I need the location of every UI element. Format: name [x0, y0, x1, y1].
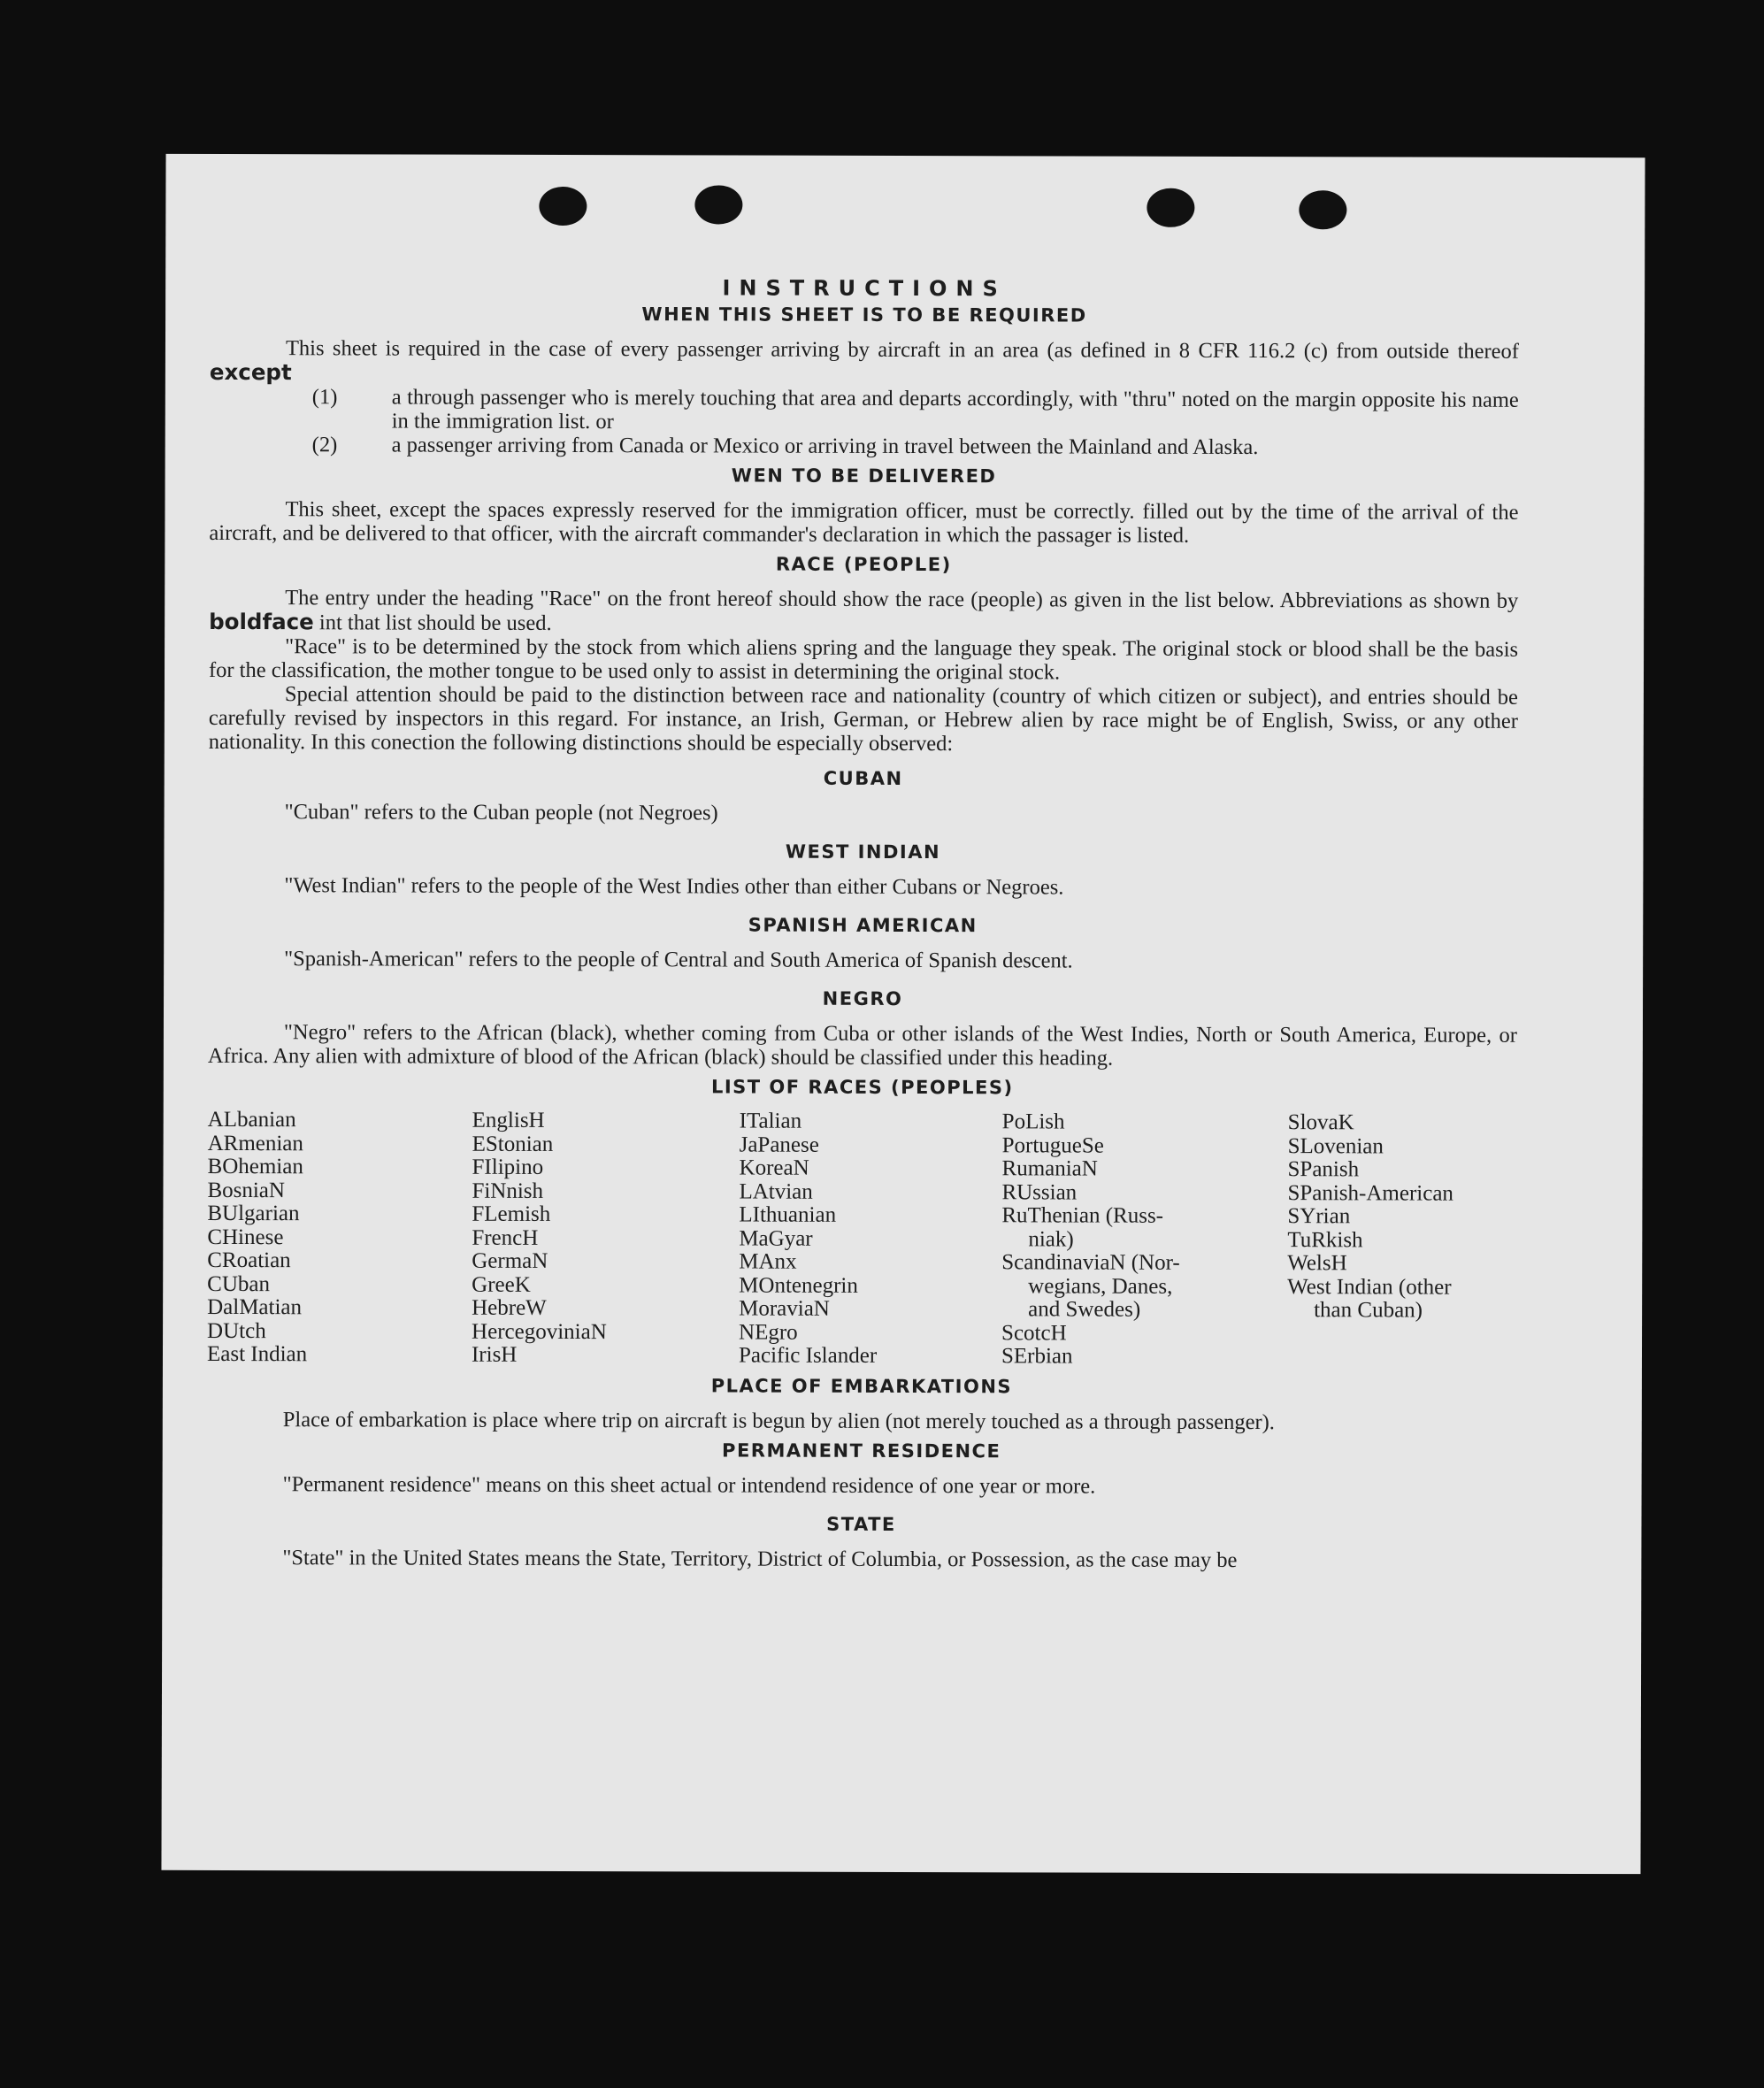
list-item: WelsH [1287, 1251, 1347, 1276]
list-item: HebreW [472, 1295, 547, 1320]
heading-west-indian: WEST INDIAN [785, 841, 941, 864]
list-item: CUban [207, 1271, 271, 1296]
list-item: (1) a through passenger who is merely touching that area and departs accordingly, with "thru" noted on the margin opposite his name in the immigration list. or [311, 385, 1519, 434]
list-item: RumaniaN [1001, 1156, 1098, 1181]
list-item: SlovaK [1287, 1110, 1354, 1135]
list-item: RUssian [1001, 1179, 1078, 1205]
list-item: BosniaN [207, 1178, 286, 1202]
list-item: DUtch [207, 1318, 266, 1343]
except-bold: except [209, 358, 292, 386]
spanish-american-text: "Spanish-American" refers to the people of Central and South America of Spanish descent. [284, 947, 1073, 973]
heading-required: WHEN THIS SHEET IS TO BE REQUIRED [641, 303, 1087, 326]
list-item: MOntenegrin [739, 1273, 858, 1298]
list-item: RuThenian (Russ- [1001, 1203, 1164, 1228]
negro-text: "Negro" refers to the African (black), whether coming from Cuba or other islands of the West Indies, North or South America, Europe, or Africa. Any alien with admixture of blood of the African (black) should be classified under this heading. [207, 1020, 1517, 1071]
races-column [739, 1110, 1002, 1369]
races-column [207, 1109, 472, 1367]
delivered-text: This sheet, except the spaces expressly reserved for the immigration officer, must be correctly. filled out by the time of the arrival of the aircraft, and be delivered to that officer, with the aircraft commander's declaration in which the passager is listed. [209, 497, 1519, 548]
instructions-content [206, 274, 1519, 1572]
heading-races-list: LIST OF RACES (PEOPLES) [710, 1076, 1014, 1099]
punch-hole [694, 185, 742, 224]
list-item: and Swedes) [1028, 1297, 1141, 1322]
list-item: FiNnish [472, 1178, 544, 1203]
document-sheet [161, 154, 1645, 1874]
state-text: "State" in the United States means the State, Territory, District of Columbia, or Possession, as the case may be [282, 1545, 1238, 1572]
race-paragraph: Special attention should be paid to the distinction between race and nationality (country of which citizen or subject), and entries should be carefully revised by inspectors in this regard. For instance, an Irish, German, or Hebrew alien by race might be of English, Swiss, or any other nationality. In this conection the following distinctions should be especially observed: [208, 682, 1518, 756]
list-item: LIthuanian [739, 1202, 837, 1227]
required-intro: This sheet is required in the case of every passenger arriving by aircraft in an area (as defined in 8 CFR 116.2 (c) from outside thereof except [209, 336, 1519, 386]
list-item: SPanish-American [1287, 1180, 1453, 1206]
list-item: niak) [1028, 1226, 1074, 1252]
boldface-bold: boldface [209, 608, 314, 635]
list-item: LAtvian [739, 1179, 813, 1204]
exceptions-list [210, 385, 1519, 460]
list-item: ScotcH [1001, 1320, 1067, 1345]
races-column [472, 1109, 740, 1368]
race-paragraph: "Race" is to be determined by the stock from which aliens spring and the language they speak. The original stock or blood shall be the basis for the classification, the mother tongue to be used only to assist in determining the original stock. [208, 634, 1519, 685]
list-item: KoreaN [739, 1155, 809, 1180]
list-item: Pacific Islander [738, 1343, 878, 1368]
heading-residence: PERMANENT RESIDENCE [722, 1439, 1001, 1462]
list-item: GermaN [472, 1248, 548, 1273]
list-item: ALbanian [207, 1107, 296, 1132]
list-item: PortugueSe [1001, 1132, 1104, 1158]
race-paragraph: The entry under the heading "Race" on the front hereof should show the race (people) as given in the list below. Abbreviations as shown by boldface int that list should be used. [209, 586, 1519, 635]
list-item: BOhemian [207, 1154, 303, 1179]
list-item: SYrian [1287, 1204, 1351, 1229]
list-item: NEgro [739, 1320, 798, 1345]
list-item: FIlipino [472, 1155, 544, 1179]
heading-embarkation: PLACE OF EMBARKATIONS [710, 1374, 1013, 1397]
punch-hole [1299, 190, 1346, 229]
races-column [1001, 1110, 1288, 1369]
list-item: TuRkish [1287, 1227, 1363, 1252]
heading-spanish-american: SPANISH AMERICAN [748, 914, 978, 937]
list-item: wegians, Danes, [1028, 1273, 1173, 1299]
residence-text: "Permanent residence" means on this sheet actual or intendend residence of one year or more. [282, 1471, 1096, 1499]
list-item: ScandinaviaN (Nor- [1001, 1250, 1180, 1275]
list-item: (2) a passenger arriving from Canada or Mexico or arriving in travel between the Mainland and Alaska. [311, 433, 1259, 460]
races-column [1287, 1111, 1517, 1370]
embarkation-text: Place of embarkation is place where trip on aircraft is begun by alien (not merely touched as a through passenger). [282, 1407, 1275, 1434]
list-item: ARmenian [207, 1131, 303, 1155]
list-item: SLovenian [1287, 1133, 1384, 1158]
punch-hole [1147, 188, 1194, 227]
list-item: DalMatian [207, 1294, 303, 1320]
list-item: West Indian (other [1287, 1274, 1452, 1300]
list-item: CHinese [207, 1224, 284, 1249]
list-item: HercegoviniaN [472, 1319, 607, 1344]
races-table [207, 1109, 1517, 1370]
heading-delivered: WEN TO BE DELIVERED [731, 464, 997, 487]
cuban-text: "Cuban" refers to the Cuban people (not Negroes) [284, 800, 718, 825]
list-item: EStonian [472, 1132, 554, 1156]
list-item: MaGyar [739, 1226, 813, 1251]
list-item: GreeK [472, 1272, 531, 1297]
list-item: MoraviaN [739, 1296, 830, 1321]
list-item: CRoatian [207, 1247, 291, 1273]
list-item: SPanish [1287, 1157, 1360, 1182]
list-item: PoLish [1001, 1109, 1065, 1134]
heading-state: STATE [826, 1513, 896, 1535]
list-item: MAnx [739, 1249, 797, 1274]
list-item: JaPanese [739, 1132, 819, 1157]
list-item: than Cuban) [1314, 1298, 1423, 1323]
punch-hole [539, 187, 587, 226]
west-indian-text: "West Indian" refers to the people of the West Indies other than either Cubans or Negroes. [284, 873, 1064, 900]
page-title: INSTRUCTIONS [722, 275, 1007, 302]
list-item: FLemish [472, 1201, 551, 1226]
heading-race: RACE (PEOPLE) [775, 553, 952, 576]
list-item: FrencH [472, 1225, 539, 1250]
list-item: SErbian [1001, 1344, 1073, 1369]
heading-cuban: CUBAN [823, 767, 903, 789]
list-item: BUlgarian [207, 1201, 300, 1226]
heading-negro: NEGRO [822, 987, 903, 1009]
list-item: East Indian [206, 1341, 308, 1367]
list-item: IrisH [471, 1342, 518, 1367]
list-item: EnglisH [472, 1108, 545, 1132]
list-item: ITalian [739, 1109, 802, 1133]
